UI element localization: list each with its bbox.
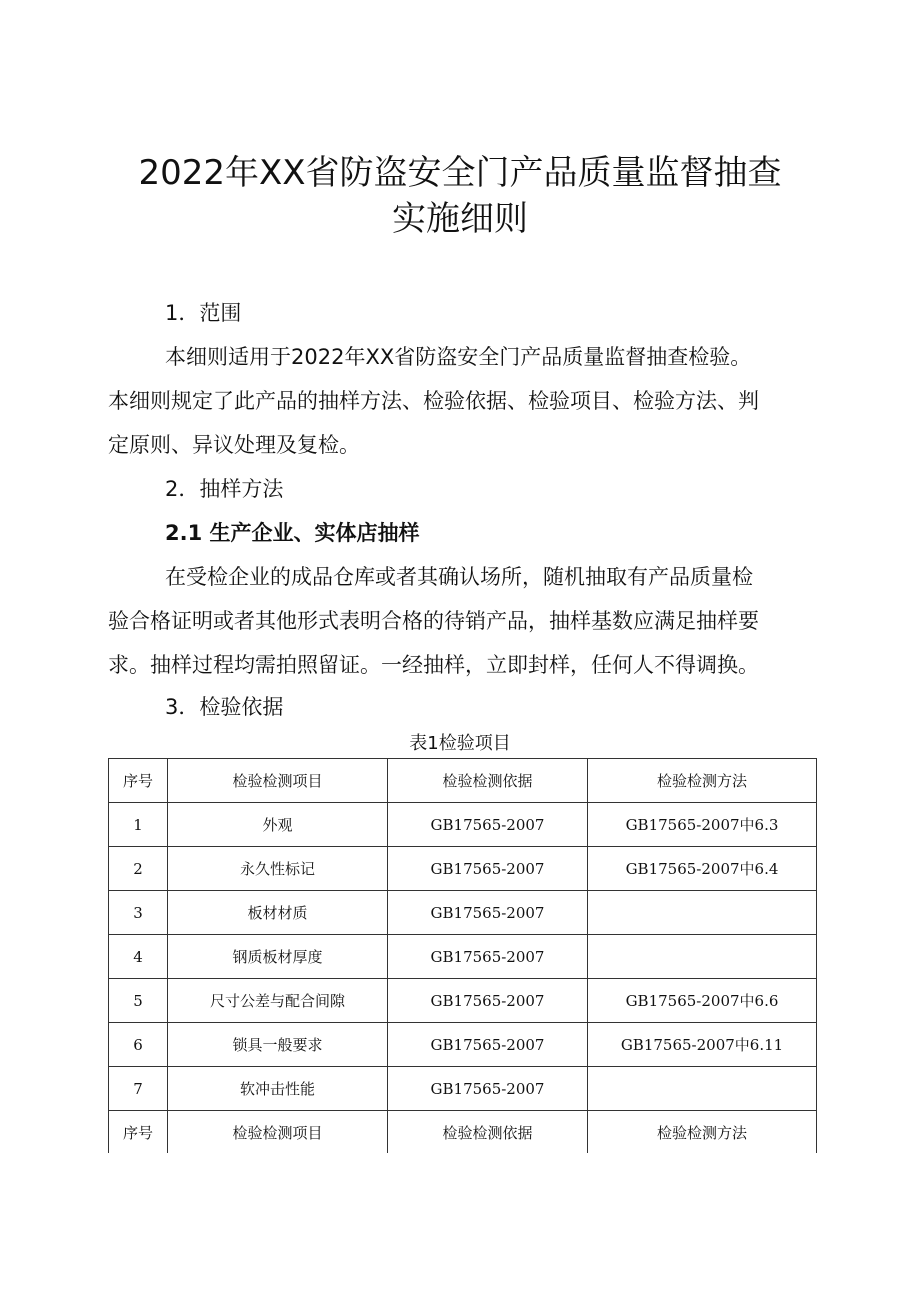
table-cell: 4	[109, 935, 168, 979]
table-cell: 6	[109, 1023, 168, 1067]
document-title-line1: 2022年XX省防盗安全门产品质量监督抽查	[138, 153, 782, 193]
table-caption: 表1检验项目	[409, 733, 511, 754]
table-cell: 2	[109, 847, 168, 891]
table-cell	[588, 891, 817, 935]
header-cell: 检验检测项目	[168, 1111, 388, 1154]
table-cell	[588, 935, 817, 979]
header-cell: 检验检测项目	[168, 759, 388, 803]
table-cell: GB17565-2007	[388, 891, 588, 935]
table-row	[109, 803, 817, 847]
section-2-1-paragraph-line3: 求。抽样过程均需拍照留证。一经抽样，立即封样，任何人不得调换。	[108, 653, 759, 677]
section-1-heading: 1．范围	[165, 301, 242, 325]
table-cell: 锁具一般要求	[168, 1023, 388, 1067]
table-cell: GB17565-2007中6.11	[588, 1023, 817, 1067]
table-cell: GB17565-2007中6.4	[588, 847, 817, 891]
section-2-1-paragraph-line2: 验合格证明或者其他形式表明合格的待销产品，抽样基数应满足抽样要	[108, 609, 759, 633]
table-cell: GB17565-2007	[388, 979, 588, 1023]
table-cell: 外观	[168, 803, 388, 847]
section-2-heading: 2．抽样方法	[165, 477, 284, 501]
table-cell: 钢质板材厚度	[168, 935, 388, 979]
table-row	[109, 1067, 817, 1111]
table-row	[109, 847, 817, 891]
table-row	[109, 935, 817, 979]
table-cell: 1	[109, 803, 168, 847]
table-header-row	[109, 759, 817, 803]
table-cell: GB17565-2007	[388, 803, 588, 847]
header-cell: 检验检测依据	[388, 1111, 588, 1154]
table-cell: GB17565-2007	[388, 847, 588, 891]
table-row	[109, 1023, 817, 1067]
table-cell: 7	[109, 1067, 168, 1111]
table-cell: 3	[109, 891, 168, 935]
document-title-line2: 实施细则	[392, 199, 528, 239]
table-row	[109, 979, 817, 1023]
header-cell: 检验检测方法	[588, 1111, 817, 1154]
section-1-paragraph-line2: 本细则规定了此产品的抽样方法、检验依据、检验项目、检验方法、判	[108, 389, 759, 413]
table-cell: 尺寸公差与配合间隙	[168, 979, 388, 1023]
header-cell: 序号	[109, 1111, 168, 1154]
section-2-1-heading: 2.1 生产企业、实体店抽样	[165, 521, 420, 545]
table-cell: 5	[109, 979, 168, 1023]
section-2-1-paragraph-line1: 在受检企业的成品仓库或者其确认场所，随机抽取有产品质量检	[165, 565, 753, 589]
table-cell: GB17565-2007中6.6	[588, 979, 817, 1023]
section-1-paragraph-line1: 本细则适用于2022年XX省防盗安全门产品质量监督抽查检验。	[165, 345, 752, 369]
header-cell: 序号	[109, 759, 168, 803]
table-cell: GB17565-2007	[388, 1023, 588, 1067]
header-cell: 检验检测方法	[588, 759, 817, 803]
section-1-paragraph-line3: 定原则、异议处理及复检。	[108, 433, 360, 457]
table-cell: GB17565-2007中6.3	[588, 803, 817, 847]
section-3-heading: 3．检验依据	[165, 695, 284, 719]
table-cell: 板材材质	[168, 891, 388, 935]
table-cell: 软冲击性能	[168, 1067, 388, 1111]
table-cell: GB17565-2007	[388, 935, 588, 979]
inspection-items-table	[108, 758, 817, 1153]
table-cell: GB17565-2007	[388, 1067, 588, 1111]
table-cell	[588, 1067, 817, 1111]
table-repeat-header-row	[109, 1111, 817, 1154]
table-cell: 永久性标记	[168, 847, 388, 891]
header-cell: 检验检测依据	[388, 759, 588, 803]
table-row	[109, 891, 817, 935]
